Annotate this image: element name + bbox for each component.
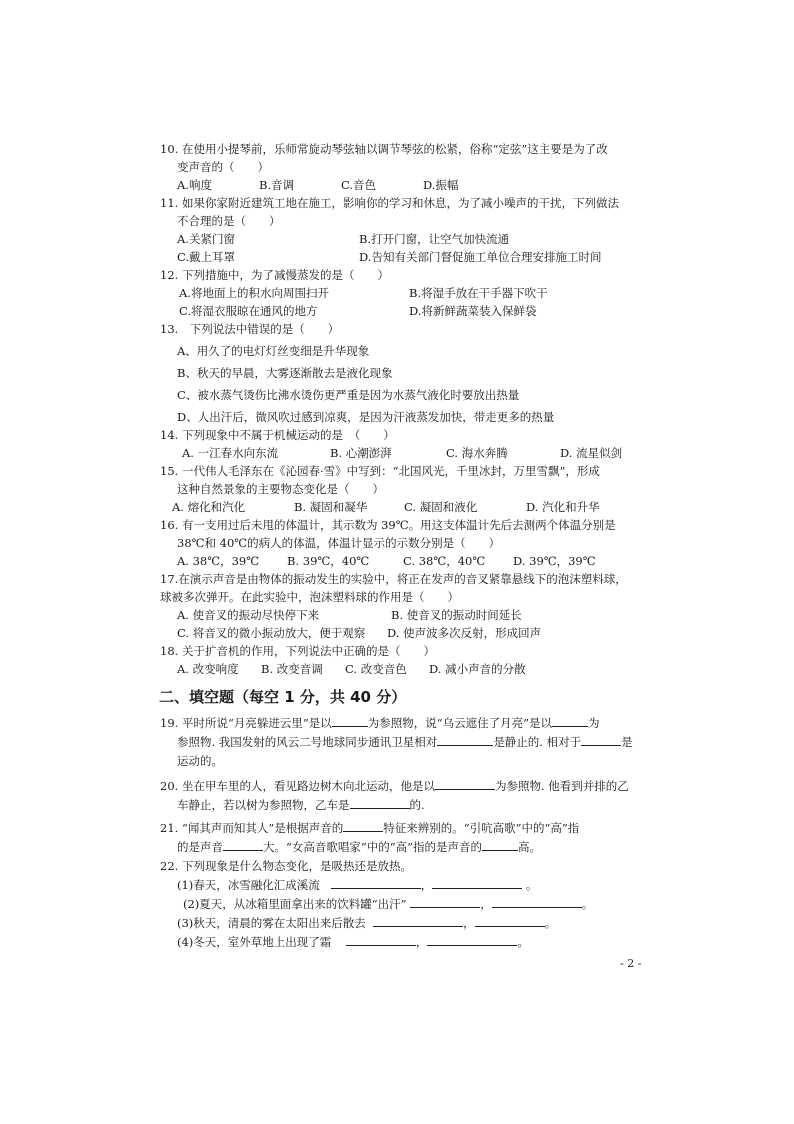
option-b: B.打开门窗，让空气加快流通 [359,232,510,246]
question-text: 的是声音 [177,840,223,854]
answer-blank[interactable] [482,838,518,851]
punctuation: ， [415,935,428,949]
sub-item-text: (4)冬天，室外草地上出现了霜 [177,935,332,949]
option-c: C.音色 [341,178,377,192]
option-b: B. 39℃，40℃ [287,554,370,568]
question-15 [160,462,640,516]
answer-blank[interactable] [427,933,517,946]
options [162,284,640,302]
option-a: A. 使音叉的振动尽快停下来 [177,608,320,622]
option-b: B.将湿手放在干手器下吹干 [409,286,548,300]
answer-blank[interactable] [435,777,495,790]
question-text: 19. 平时所说“月亮躲进云里”是以 [160,716,332,730]
option-d: D、人出汗后，微风吹过感到凉爽，是因为汗液蒸发加快，带走更多的热量 [177,410,555,424]
question-text: 为参照物，说“乌云遮住了月亮”是以 [367,716,552,730]
option-a: A. 熔化和汽化 [172,500,246,514]
answer-blank[interactable] [223,838,263,851]
option-c: C. 改变音色 [345,662,407,676]
option-c: C. 将音叉的微小振动放大，便于观察 [177,626,366,640]
options [160,248,640,266]
option-a: A. 38℃，39℃ [177,554,260,568]
option-a: A.响度 [177,178,212,192]
sub-item-text: (3)秋天，清晨的雾在太阳出来后散去 [177,916,366,930]
question-13 [160,320,640,426]
option-a: A.将地面上的积水向周围扫开 [179,286,329,300]
option-b: B. 使音叉的振动时间延长 [391,608,522,622]
question-text: 20. 坐在甲车里的人，看见路边树木向北运动，他是以 [160,779,435,793]
question-text: 变声音的（ ） [177,160,269,174]
options [160,444,640,462]
answer-blank[interactable] [432,876,522,889]
question-18 [160,642,640,678]
option-c: C. 海水奔腾 [446,446,508,460]
option-c: C. 凝固和液化 [404,500,478,514]
exam-content [160,140,640,952]
punctuation: ， [463,916,475,930]
question-text: 13. 下列说法中错误的是（ ） [160,322,340,336]
answer-blank[interactable] [492,895,582,908]
option-c: C.将湿衣服晾在通风的地方 [179,304,318,318]
option-c: C、被水蒸气烫伤比沸水烫伤更严重是因为水蒸气液化时要放出热量 [177,388,520,402]
question-text: 18. 关于扩音机的作用，下列说法中正确的是（ ） [160,644,435,658]
question-20 [160,777,640,815]
question-text: 大。“女高音歌唱家”中的“高”指的是声音的 [263,840,483,854]
option-d: D. 流星似剑 [560,446,623,460]
question-text: 15. 一代伟人毛泽东在《沁园春·雪》中写到：“北国风光，千里冰封，万里雪飘”，形成 [160,464,600,478]
question-10 [160,140,640,194]
options [160,176,640,194]
question-text: 参照物. 我国发射的风云二号地球同步通讯卫星相对 [177,735,438,749]
answer-blank[interactable] [350,796,410,809]
option-a: A. 改变响度 [177,662,239,676]
punctuation: 。 [517,935,529,949]
question-text: 球被多次弹开。在此实验中，泡沫塑料球的作用是（ ） [160,590,459,604]
question-text: 为 [587,716,600,730]
answer-blank[interactable] [343,819,383,832]
question-text: 高。 [518,840,542,854]
question-text: 的. [409,798,425,812]
option-a: A.关紧门窗 [177,232,235,246]
page-number: - 2 - [620,957,642,970]
question-text: 特征来辨别的。“引吭高歌”中的“高”指 [383,821,580,835]
question-22 [160,857,640,952]
punctuation: 。 [544,916,557,930]
question-text: 是静止的. 相对于 [493,735,582,749]
question-text: 10. 在使用小提琴前，乐师常旋动琴弦轴以调节琴弦的松紧，俗称“定弦”这主要是为了改 [160,142,608,156]
option-c: C.戴上耳罩 [177,250,236,264]
option-b: B. 凝固和凝华 [294,500,368,514]
option-d: D. 使声波多次反射，形成回声 [387,626,542,640]
question-text: 是 [621,735,633,749]
options [160,660,640,678]
question-text: 16. 有一支用过后未甩的体温计，其示数为 39℃。用这支体温计先后去测两个体温分别是 [160,518,616,532]
answer-blank[interactable] [437,733,493,746]
question-12 [160,266,640,320]
answer-blank[interactable] [373,914,463,927]
option-b: B. 改变音调 [261,662,323,676]
options [160,624,640,642]
section-title: 二、填空题（每空 1 分，共 40 分） [159,688,407,706]
answer-blank[interactable] [410,895,480,908]
question-text: 17.在演示声音是由物体的振动发生的实验中，将正在发声的音叉紧靠悬线下的泡沫塑料球， [160,572,627,586]
answer-blank[interactable] [581,733,621,746]
option-b: B、秋天的早晨，大雾逐渐散去是液化现象 [177,366,393,380]
question-text: 运动的。 [177,754,223,768]
option-b: B.音调 [259,178,295,192]
sub-item-text: (2)夏天，从冰箱里面拿出来的饮料罐“出汗” [183,897,407,911]
options [160,606,640,624]
question-text: 21. “闻其声而知其人”是根据声音的 [160,821,344,835]
option-d: D. 减小声音的分散 [429,662,526,676]
punctuation: ， [420,878,433,892]
option-c: C. 38℃，40℃ [403,554,486,568]
answer-blank[interactable] [552,714,588,727]
option-d: D.告知有关部门督促施工单位合理安排施工时间 [359,250,602,264]
question-16 [160,516,640,570]
answer-blank[interactable] [346,933,416,946]
question-text: 12. 下列措施中，为了减慢蒸发的是（ ） [160,268,389,282]
punctuation: 。 [525,878,538,892]
answer-blank[interactable] [475,914,545,927]
question-21 [160,819,640,857]
question-text: 车静止，若以树为参照物，乙车是 [177,798,350,812]
question-text: 14. 下列现象中不属于机械运动的是 （ ） [160,428,395,442]
option-d: D. 汽化和升华 [526,500,600,514]
option-a: A. 一江春水向东流 [182,446,279,460]
option-d: D.振幅 [423,178,459,192]
option-d: D. 39℃，39℃ [513,554,596,568]
options [162,302,640,320]
question-text: 为参照物. 他看到并排的乙 [494,779,629,793]
question-text: 这种自然景象的主要物态变化是（ ） [177,482,384,496]
question-14 [160,426,640,462]
option-a: A、用久了的电灯灯丝变细是升华现象 [177,344,370,358]
punctuation: ， [480,897,492,911]
question-text: 11. 如果你家附近建筑工地在施工，影响你的学习和休息，为了减小噪声的干扰，下列做法 [160,196,619,210]
question-text: 22. 下列现象是什么物态变化，是吸热还是放热。 [160,859,412,873]
punctuation: 。 [581,897,594,911]
answer-blank[interactable] [332,714,368,727]
option-d: D.将新鲜蔬菜装入保鲜袋 [409,304,537,318]
options [160,230,640,248]
options [160,552,640,570]
question-17 [160,570,640,642]
question-text: 38℃和 40℃的病人的体温，体温计显示的示数分别是（ ） [177,536,501,550]
option-b: B. 心潮澎湃 [330,446,392,460]
question-text: 不合理的是（ ） [177,214,281,228]
question-19 [160,714,640,771]
question-11 [160,194,640,266]
answer-blank[interactable] [331,876,421,889]
sub-item-text: (1)春天，冰雪融化汇成溪流 [177,878,320,892]
options [160,498,640,516]
